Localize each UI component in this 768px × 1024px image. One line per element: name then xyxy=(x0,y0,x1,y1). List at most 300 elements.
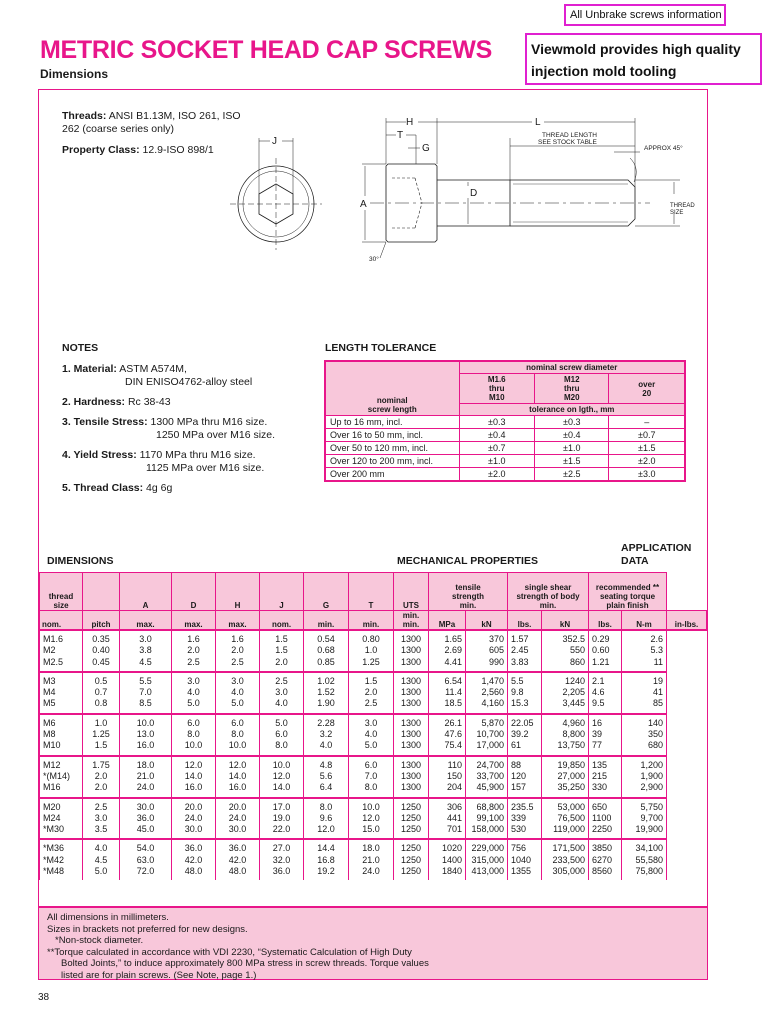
page-subtitle: Dimensions xyxy=(40,67,109,81)
table-value: 1250 xyxy=(400,866,422,877)
table-value: 1250 xyxy=(400,843,422,854)
table-value: 3.5 xyxy=(94,824,108,835)
table-value: 12.0 xyxy=(317,824,335,835)
lt-header-col1: M1.6 thru M10 xyxy=(459,374,534,404)
table-value: 1300 xyxy=(400,656,422,667)
table-value: 16.0 xyxy=(136,740,155,751)
table-value: 0.68 xyxy=(317,645,335,656)
table-cell xyxy=(83,839,120,880)
notes-block xyxy=(62,342,312,502)
thread-size-value: M2.5 xyxy=(43,656,64,667)
dim-label-a: A xyxy=(360,199,367,210)
table-value: 1020 xyxy=(441,843,462,854)
table-cell xyxy=(394,714,429,756)
table-value: 8.0 xyxy=(319,801,333,812)
table-value: 45.0 xyxy=(136,824,155,835)
table-cell xyxy=(622,756,667,798)
lt-tolerance-cell: ±0.3 xyxy=(534,416,609,429)
table-cell xyxy=(216,756,260,798)
footnote-1: All dimensions in millimeters. xyxy=(47,912,169,923)
table-value: 4.0 xyxy=(231,687,244,698)
table-value: 6.0 xyxy=(187,717,200,728)
hdr-thread: thread size xyxy=(40,573,83,611)
table-value: 8.5 xyxy=(139,698,152,709)
table-value: 9.6 xyxy=(319,812,333,823)
table-cell xyxy=(349,672,394,714)
viewmold-ad-link[interactable] xyxy=(525,33,762,85)
table-value: 157 xyxy=(511,782,527,793)
table-value: 6270 xyxy=(592,854,613,865)
table-value: 120 xyxy=(511,770,527,781)
table-value: 756 xyxy=(511,843,527,854)
table-value: 215 xyxy=(592,770,608,781)
lt-header-col3: over 20 xyxy=(609,374,685,404)
dim-label-j: J xyxy=(272,136,277,147)
thread-size-value: M12 xyxy=(43,759,61,770)
table-value: 2.0 xyxy=(364,687,378,698)
thread-length-label-2: SEE STOCK TABLE xyxy=(538,139,597,146)
table-value: 18.5 xyxy=(444,698,462,709)
table-value: 21.0 xyxy=(136,770,155,781)
table-value: 8560 xyxy=(592,866,613,877)
thread-size-value: *M42 xyxy=(43,854,65,865)
table-cell xyxy=(172,672,216,714)
table-value: 1.90 xyxy=(317,698,335,709)
lt-tolerance-cell: ±1.5 xyxy=(534,455,609,468)
table-cell xyxy=(83,714,120,756)
table-cell xyxy=(508,798,542,840)
thread-size-value: M2 xyxy=(43,645,56,656)
table-value: 45,900 xyxy=(476,782,504,793)
table-cell xyxy=(349,714,394,756)
table-value: 22.05 xyxy=(511,717,534,728)
table-cell xyxy=(508,714,542,756)
table-value: 1,900 xyxy=(640,770,663,781)
table-value: 2.0 xyxy=(187,645,200,656)
table-value: 1300 xyxy=(400,740,422,751)
table-value: 10.0 xyxy=(362,801,380,812)
table-cell xyxy=(260,630,304,672)
table-value: 12.0 xyxy=(184,759,203,770)
table-value: 1840 xyxy=(441,866,462,877)
table-value: 48.0 xyxy=(228,866,247,877)
hdr-sub-cell: min. xyxy=(304,611,349,631)
table-cell xyxy=(83,798,120,840)
thread-length-label-1: THREAD LENGTH xyxy=(542,132,597,139)
table-cell xyxy=(589,672,622,714)
table-value: 10.0 xyxy=(184,740,203,751)
hdr-h: H xyxy=(216,573,260,611)
table-value: 0.60 xyxy=(592,645,610,656)
table-cell xyxy=(304,630,349,672)
table-value: 7.0 xyxy=(364,770,378,781)
table-value: 36.0 xyxy=(272,866,291,877)
table-value: 5.5 xyxy=(511,675,524,686)
hdr-sub-cell: in-lbs. xyxy=(667,611,707,631)
lt-length-cell: Over 50 to 120 mm, incl. xyxy=(325,442,459,455)
hdr-sub-cell: N-m xyxy=(622,611,667,631)
table-value: 4.6 xyxy=(592,687,605,698)
table-value: 530 xyxy=(511,824,527,835)
table-value: 30.0 xyxy=(136,801,155,812)
table-value: 2.0 xyxy=(94,770,108,781)
table-value: 1240 xyxy=(564,675,585,686)
table-cell xyxy=(172,798,216,840)
table-value: 88 xyxy=(511,759,522,770)
table-value: 0.45 xyxy=(92,656,110,667)
table-cell xyxy=(120,630,172,672)
table-value: 7.0 xyxy=(139,687,152,698)
table-value: 77 xyxy=(592,740,603,751)
table-value: 0.35 xyxy=(92,634,110,644)
table-value: 85 xyxy=(652,698,663,709)
length-tolerance-table xyxy=(324,360,686,482)
table-value: 16.8 xyxy=(317,854,335,865)
hdr-sub-cell: lbs. xyxy=(508,611,542,631)
hdr-sub-cell: min. xyxy=(349,611,394,631)
table-value: 5,870 xyxy=(481,717,504,728)
table-value: 3850 xyxy=(592,843,613,854)
table-value: 1.0 xyxy=(364,645,378,656)
table-value: 10.0 xyxy=(136,717,155,728)
footnote-4: **Torque calculated in accordance with VDI 2230, “Systematic Calculation of High Duty xyxy=(47,946,412,958)
table-value: 5.0 xyxy=(94,866,108,877)
thread-size-value: M4 xyxy=(43,687,56,698)
table-cell xyxy=(40,798,83,840)
table-value: 6.0 xyxy=(275,729,288,740)
table-cell xyxy=(304,672,349,714)
table-cell xyxy=(120,839,172,880)
table-cell xyxy=(349,798,394,840)
table-value: 24,700 xyxy=(476,759,504,770)
table-value: 1250 xyxy=(400,824,422,835)
table-value: 4.0 xyxy=(187,687,200,698)
table-cell xyxy=(349,756,394,798)
hdr-sub-cell: MPa xyxy=(429,611,466,631)
table-cell xyxy=(83,672,120,714)
table-cell xyxy=(466,630,508,672)
mechanical-heading: MECHANICAL PROPERTIES xyxy=(397,555,538,567)
table-value: 9,700 xyxy=(640,812,663,823)
table-value: 2.5 xyxy=(187,656,200,667)
table-value: 1300 xyxy=(400,729,422,740)
table-cell xyxy=(120,714,172,756)
thread-size-value: M6 xyxy=(43,717,56,728)
table-value: 2.69 xyxy=(444,645,462,656)
table-value: 1.65 xyxy=(444,634,462,644)
table-cell xyxy=(304,798,349,840)
table-value: 5.3 xyxy=(650,645,663,656)
table-value: 315,000 xyxy=(471,854,504,865)
table-cell xyxy=(589,839,622,880)
uts-min-label: min. xyxy=(402,611,420,620)
table-cell xyxy=(429,839,466,880)
lt-tolerance-cell: ±1.0 xyxy=(459,455,534,468)
table-value: 0.8 xyxy=(94,698,108,709)
table-value: 10.0 xyxy=(228,740,247,751)
table-value: 550 xyxy=(569,645,585,656)
table-cell xyxy=(260,672,304,714)
table-value: 4.0 xyxy=(364,729,378,740)
table-value: 2.5 xyxy=(94,801,108,812)
dim-body xyxy=(40,630,707,880)
table-cell xyxy=(40,839,83,880)
table-value: 48.0 xyxy=(184,866,203,877)
table-row-group xyxy=(40,714,707,756)
table-value: 6.0 xyxy=(364,759,378,770)
table-value: 8.0 xyxy=(187,729,200,740)
table-value: 1.57 xyxy=(511,634,529,644)
property-class-spec: Property Class: 12.9-ISO 898/1 xyxy=(62,144,214,156)
length-tolerance-title: LENGTH TOLERANCE xyxy=(325,342,437,354)
table-value: 1,200 xyxy=(640,759,663,770)
table-value: 4.8 xyxy=(319,759,333,770)
table-cell xyxy=(40,630,83,672)
table-value: 54.0 xyxy=(136,843,155,854)
table-value: 5.6 xyxy=(319,770,333,781)
table-value: 1.02 xyxy=(317,675,335,686)
table-value: 1300 xyxy=(400,698,422,709)
hdr-sub-cell: pitch xyxy=(83,611,120,631)
table-value: 8.0 xyxy=(231,729,244,740)
table-value: 1.6 xyxy=(187,634,200,644)
table-cell xyxy=(429,756,466,798)
table-cell xyxy=(394,630,429,672)
table-value: 34,100 xyxy=(635,843,663,854)
lt-row xyxy=(325,468,685,482)
table-cell xyxy=(466,798,508,840)
table-value: 14.0 xyxy=(184,770,203,781)
table-value: 1300 xyxy=(400,675,422,686)
table-value: 2.0 xyxy=(231,645,244,656)
table-value: 14.0 xyxy=(228,770,247,781)
table-value: 76,500 xyxy=(557,812,585,823)
table-value: 680 xyxy=(647,740,663,751)
unbrake-info-link[interactable]: All Unbrake screws information xyxy=(564,4,726,26)
footnote-5: Bolted Joints,” to induce approximately 800 MPa stress in screw threads. Torque values xyxy=(61,958,429,969)
table-value: 3.0 xyxy=(94,812,108,823)
table-value: 3,445 xyxy=(562,698,585,709)
table-cell xyxy=(216,714,260,756)
table-value: 5.0 xyxy=(275,717,288,728)
table-value: 27.0 xyxy=(272,843,291,854)
table-cell xyxy=(466,672,508,714)
notes-title: NOTES xyxy=(62,342,99,354)
table-value: 306 xyxy=(446,801,462,812)
application-heading: APPLICATION DATA xyxy=(621,542,692,567)
lt-row xyxy=(325,455,685,468)
table-value: 13.0 xyxy=(136,729,155,740)
table-value: 2.5 xyxy=(364,698,378,709)
page-title: METRIC SOCKET HEAD CAP SCREWS xyxy=(40,36,492,64)
table-value: 18.0 xyxy=(136,759,155,770)
table-value: 1.6 xyxy=(231,634,244,644)
table-cell xyxy=(508,756,542,798)
lt-tolerance-cell: ±2.0 xyxy=(609,455,685,468)
hdr-t: T xyxy=(349,573,394,611)
table-cell xyxy=(304,839,349,880)
lt-row xyxy=(325,416,685,429)
lt-tolerance-cell: ±0.4 xyxy=(534,429,609,442)
table-value: 5.5 xyxy=(139,675,152,686)
table-value: 3.8 xyxy=(139,645,152,656)
ad-line-2: injection mold tooling xyxy=(531,63,677,79)
table-value: 3.0 xyxy=(364,717,378,728)
hdr-tensile: tensile strength min. xyxy=(429,573,508,611)
table-value: 1.25 xyxy=(92,729,110,740)
table-cell xyxy=(394,839,429,880)
hdr-torque: recommended ** seating torque plain finish xyxy=(589,573,667,611)
table-value: 11 xyxy=(653,656,663,667)
thread-size-value: M20 xyxy=(43,801,61,812)
table-value: 229,000 xyxy=(471,843,504,854)
table-cell xyxy=(120,756,172,798)
thread-size-value: *M36 xyxy=(43,843,65,854)
table-value: 22.0 xyxy=(272,824,291,835)
table-cell xyxy=(429,630,466,672)
thread-size-value: M10 xyxy=(43,740,61,751)
table-value: 30.0 xyxy=(184,824,203,835)
table-value: 2.6 xyxy=(650,634,663,644)
table-cell xyxy=(429,714,466,756)
thread-size-value: M5 xyxy=(43,698,56,709)
table-value: 27,000 xyxy=(557,770,585,781)
table-value: 19,850 xyxy=(557,759,585,770)
table-row-group xyxy=(40,672,707,714)
table-value: 352.5 xyxy=(562,634,585,644)
table-value: 21.0 xyxy=(362,854,380,865)
threads-spec: Threads: ANSI B1.13M, ISO 261, ISO 262 (coarse series only) xyxy=(62,110,241,135)
table-value: 32.0 xyxy=(272,854,291,865)
table-value: 3.2 xyxy=(319,729,333,740)
table-value: 4.0 xyxy=(319,740,333,751)
table-value: 14.4 xyxy=(317,843,335,854)
table-cell xyxy=(394,672,429,714)
table-value: 2,900 xyxy=(640,782,663,793)
table-value: 860 xyxy=(569,656,585,667)
table-cell xyxy=(622,672,667,714)
table-value: 20.0 xyxy=(184,801,203,812)
table-cell xyxy=(304,756,349,798)
angle-label-30: 30° xyxy=(369,256,379,263)
table-value: 990 xyxy=(488,656,504,667)
table-value: 17.0 xyxy=(272,801,291,812)
thread-size-value: M8 xyxy=(43,729,56,740)
note-material: 1. Material: ASTM A574M, DIN ENISO4762-alloy steel xyxy=(62,363,253,388)
thread-size-label-1: THREAD xyxy=(670,203,695,209)
dim-label-t: T xyxy=(397,130,404,141)
lt-tolerance-cell: ±1.0 xyxy=(534,442,609,455)
table-cell xyxy=(260,714,304,756)
table-value: 39 xyxy=(592,729,603,740)
lt-tolerance-cell: – xyxy=(609,416,685,429)
table-value: 4,960 xyxy=(562,717,585,728)
table-value: 1355 xyxy=(511,866,532,877)
table-value: 1,470 xyxy=(481,675,504,686)
table-value: 1250 xyxy=(400,854,422,865)
table-value: 53,000 xyxy=(557,801,585,812)
table-cell xyxy=(172,714,216,756)
dim-label-g: G xyxy=(422,143,430,154)
table-value: 15.3 xyxy=(511,698,529,709)
table-value: 16 xyxy=(592,717,603,728)
table-cell xyxy=(120,798,172,840)
table-value: 61 xyxy=(511,740,522,751)
table-value: 441 xyxy=(446,812,462,823)
table-value: 16.0 xyxy=(184,782,203,793)
dim-header-row xyxy=(40,573,707,611)
table-value: 8.0 xyxy=(364,782,378,793)
table-value: 4.0 xyxy=(275,698,288,709)
table-cell xyxy=(622,839,667,880)
table-value: 1300 xyxy=(400,770,422,781)
table-value: 11.4 xyxy=(445,687,462,698)
table-value: 0.54 xyxy=(317,634,335,644)
table-value: 14.0 xyxy=(272,782,291,793)
table-value: 3.83 xyxy=(511,656,529,667)
table-cell xyxy=(589,798,622,840)
table-value: 4.0 xyxy=(94,843,108,854)
note-tensile: 3. Tensile Stress: 1300 MPa thru M16 size. 1250 MPa over M16 size. xyxy=(62,416,276,441)
hdr-sub-cell: kN xyxy=(466,611,508,631)
table-value: 1400 xyxy=(441,854,462,865)
note-thread-class: 5. Thread Class: 4g 6g xyxy=(62,482,173,494)
table-value: 12.0 xyxy=(362,812,380,823)
table-value: 19.0 xyxy=(272,812,291,823)
table-value: 16.0 xyxy=(228,782,247,793)
table-value: 42.0 xyxy=(228,854,247,865)
table-value: 12.0 xyxy=(228,759,247,770)
lt-length-cell: Up to 16 mm, incl. xyxy=(325,416,459,429)
table-cell xyxy=(40,756,83,798)
dim-label-d: D xyxy=(470,188,478,199)
table-value: 15.0 xyxy=(362,824,380,835)
table-cell xyxy=(394,756,429,798)
table-value: 17,000 xyxy=(476,740,504,751)
table-value: 36.0 xyxy=(136,812,155,823)
table-value: 233,500 xyxy=(552,854,585,865)
table-value: 24.0 xyxy=(136,782,155,793)
table-value: 19,900 xyxy=(635,824,663,835)
table-value: 6.0 xyxy=(231,717,244,728)
table-cell xyxy=(508,672,542,714)
specs-block xyxy=(62,110,242,165)
table-value: 1.75 xyxy=(92,759,110,770)
table-value: 6.54 xyxy=(444,675,462,686)
table-cell xyxy=(542,672,589,714)
table-cell xyxy=(542,714,589,756)
table-value: 35,250 xyxy=(557,782,585,793)
lt-body xyxy=(325,416,685,482)
table-value: 5.0 xyxy=(364,740,378,751)
table-value: 2.28 xyxy=(317,717,335,728)
table-value: 5.0 xyxy=(187,698,200,709)
ad-line-1: Viewmold provides high quality xyxy=(531,41,741,57)
lt-header-tolerance: tolerance on lgth., mm xyxy=(459,404,685,416)
note-yield: 4. Yield Stress: 1170 MPa thru M16 size. 1125 MPa over M16 size. xyxy=(62,449,265,474)
hdr-a: A xyxy=(120,573,172,611)
table-value: 3.0 xyxy=(139,634,152,644)
thread-size-value: M24 xyxy=(43,812,61,823)
table-value: 650 xyxy=(592,801,608,812)
footnote-2: Sizes in brackets not preferred for new designs. xyxy=(47,923,248,935)
table-cell xyxy=(172,756,216,798)
table-value: 8,800 xyxy=(562,729,585,740)
table-value: 4.41 xyxy=(444,656,462,667)
table-value: 13,750 xyxy=(557,740,585,751)
table-value: 18.0 xyxy=(362,843,380,854)
table-value: 350 xyxy=(647,729,663,740)
